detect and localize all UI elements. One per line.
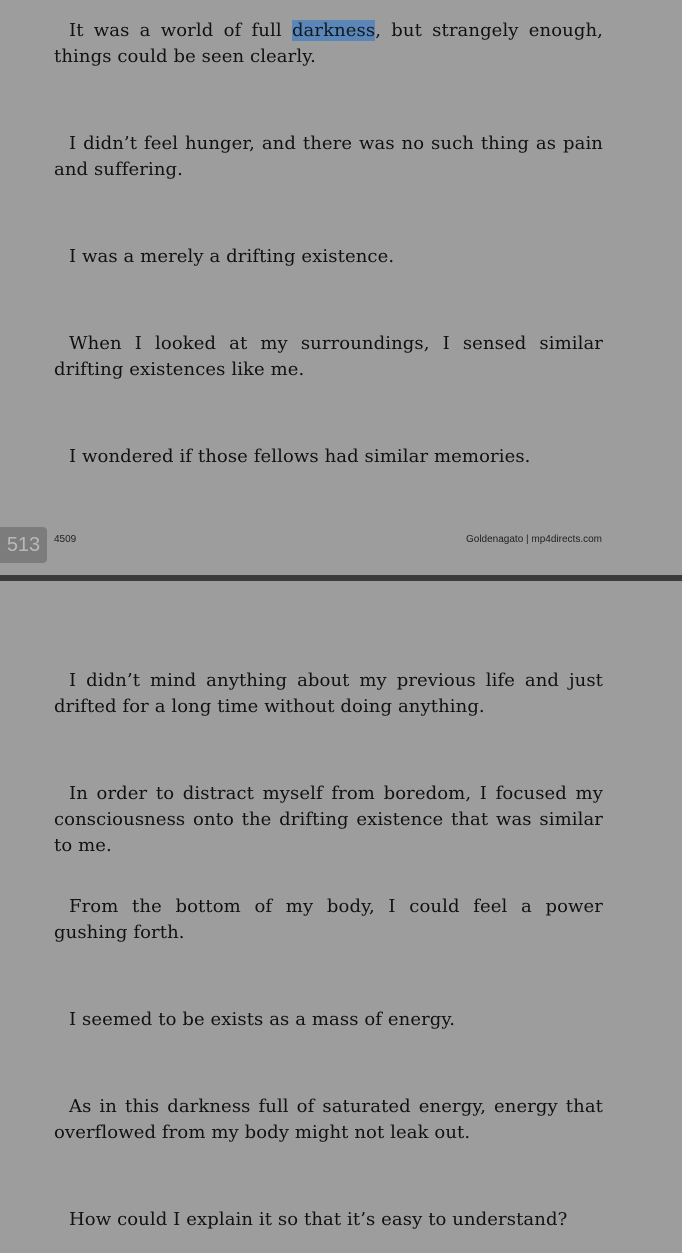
paragraph: I was a merely a drifting existence. xyxy=(69,246,395,267)
footer-credit: Goldenagato | mp4directs.com xyxy=(465,534,602,545)
highlighted-word[interactable]: darkness xyxy=(291,20,376,41)
location-number: 4509 xyxy=(54,534,77,545)
paragraph-text: It was a world of full xyxy=(69,20,292,41)
paragraph: I didn’t mind anything about my previous life and just drifted for a long time without doing anything. xyxy=(54,670,603,717)
paragraph: In order to distract myself from boredom, I focused my consciousness onto the drifting existence that was similar to me. xyxy=(54,783,603,856)
reader-page-bottom xyxy=(0,581,682,1253)
paragraph: From the bottom of my body, I could feel a power gushing forth. xyxy=(54,896,603,943)
paragraph: I didn’t feel hunger, and there was no such thing as pain and suffering. xyxy=(54,133,603,180)
paragraph: As in this darkness full of saturated energy, energy that overflowed from my body might not leak out. xyxy=(54,1096,603,1143)
paragraph-text: , but strangely enough, things could be seen clearly. xyxy=(54,20,604,67)
paragraph xyxy=(54,18,603,70)
reader-page-top xyxy=(0,0,682,575)
page-number-badge[interactable]: 513 xyxy=(0,527,47,563)
paragraph: I wondered if those fellows had similar memories. xyxy=(69,446,531,467)
paragraph: When I looked at my surroundings, I sensed similar drifting existences like me. xyxy=(54,333,603,380)
paragraph: I seemed to be exists as a mass of energy. xyxy=(69,1009,456,1030)
paragraph: How could I explain it so that it’s easy to understand? xyxy=(69,1209,568,1230)
